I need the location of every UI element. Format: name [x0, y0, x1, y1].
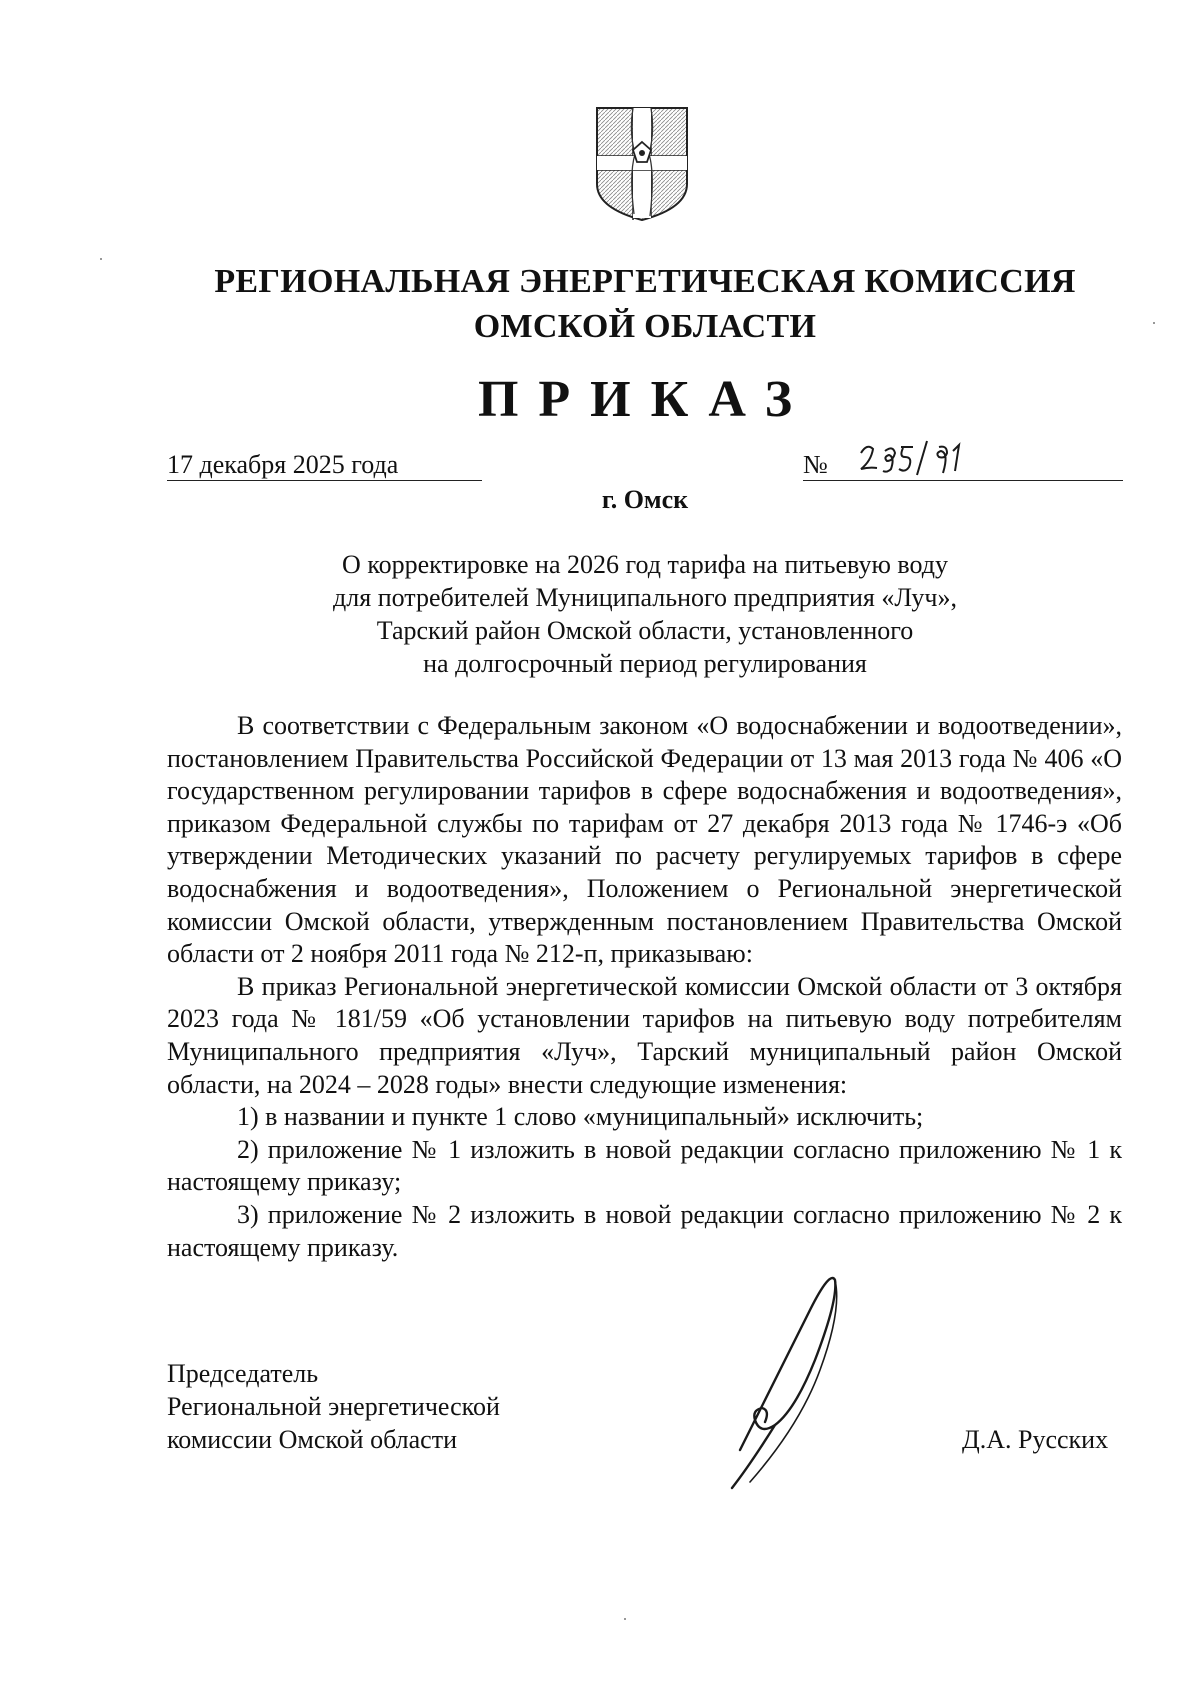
city-name: г. Омск	[601, 485, 689, 514]
document-date: 17 декабря 2025 года	[167, 450, 482, 481]
main-order-paragraph: В приказ Региональной энергетической комиссии Омской области от 3 октября 2023 года № 181/59 «Об установлении тарифов на питьевую воду потребителям Муниципального предприятия «Луч», Тарский муниципальный район Омской области, на 2024 – 2028 годы» внести следующие изменения:	[167, 971, 1122, 1099]
order-item-1: 1) в названии и пункте 1 слово «муниципальный» исключить;	[237, 1102, 924, 1132]
signer-name: Д.А. Русских	[962, 1425, 1109, 1454]
handwritten-document-number	[855, 439, 965, 479]
subject-line: О корректировке на 2026 год тарифа на питьевую воду	[342, 550, 948, 579]
subject-line: Тарский район Омской области, установленного	[376, 616, 914, 645]
organization-name-line1: РЕГИОНАЛЬНАЯ ЭНЕРГЕТИЧЕСКАЯ КОМИССИЯ	[214, 263, 1076, 300]
document-type-title: ПРИКАЗ	[477, 371, 813, 428]
coat-of-arms-emblem	[593, 104, 691, 224]
number-sign: №	[803, 450, 828, 479]
order-item-2: 2) приложение № 1 изложить в новой редакции согласно приложению № 1 к настоящему приказу;	[167, 1134, 1122, 1197]
subject-line: для потребителей Муниципального предприятия «Луч»,	[333, 583, 957, 612]
document-subject	[0, 548, 1200, 680]
organization-name-line2: ОМСКОЙ ОБЛАСТИ	[473, 308, 817, 345]
signer-title-block	[167, 1357, 500, 1456]
order-item-3: 3) приложение № 2 изложить в новой редакции согласно приложению № 2 к настоящему приказу.	[167, 1199, 1122, 1262]
signer-title-line: комиссии Омской области	[167, 1425, 457, 1454]
handwritten-signature	[720, 1250, 870, 1490]
preamble-paragraph: В соответствии с Федеральным законом «О водоснабжении и водоотведении», постановлением Правительства Российской Федерации от 13 мая 2013 года № 406 «О государственном регулировании тарифов в сфере водоснабжения и водоотведения», приказом Федеральной службы по тарифам от 27 декабря 2013 года № 1746-э «Об утверждении Методических указаний по расчету регулируемых тарифов в сфере водоснабжения и водоотведения», Положением о Региональной энергетической комиссии Омской области, утвержденным постановлением Правительства Омской области от 2 ноября 2011 года № 212-п, приказываю:	[167, 711, 1122, 969]
scan-speck	[100, 258, 102, 260]
document-number-field	[803, 445, 1123, 481]
subject-line: на долгосрочный период регулирования	[423, 649, 867, 678]
scan-speck	[624, 1618, 626, 1620]
scan-speck	[1153, 322, 1155, 324]
document-body	[167, 710, 1122, 1264]
signer-title-line: Региональной энергетической	[167, 1392, 500, 1421]
signer-title-line: Председатель	[167, 1359, 319, 1388]
